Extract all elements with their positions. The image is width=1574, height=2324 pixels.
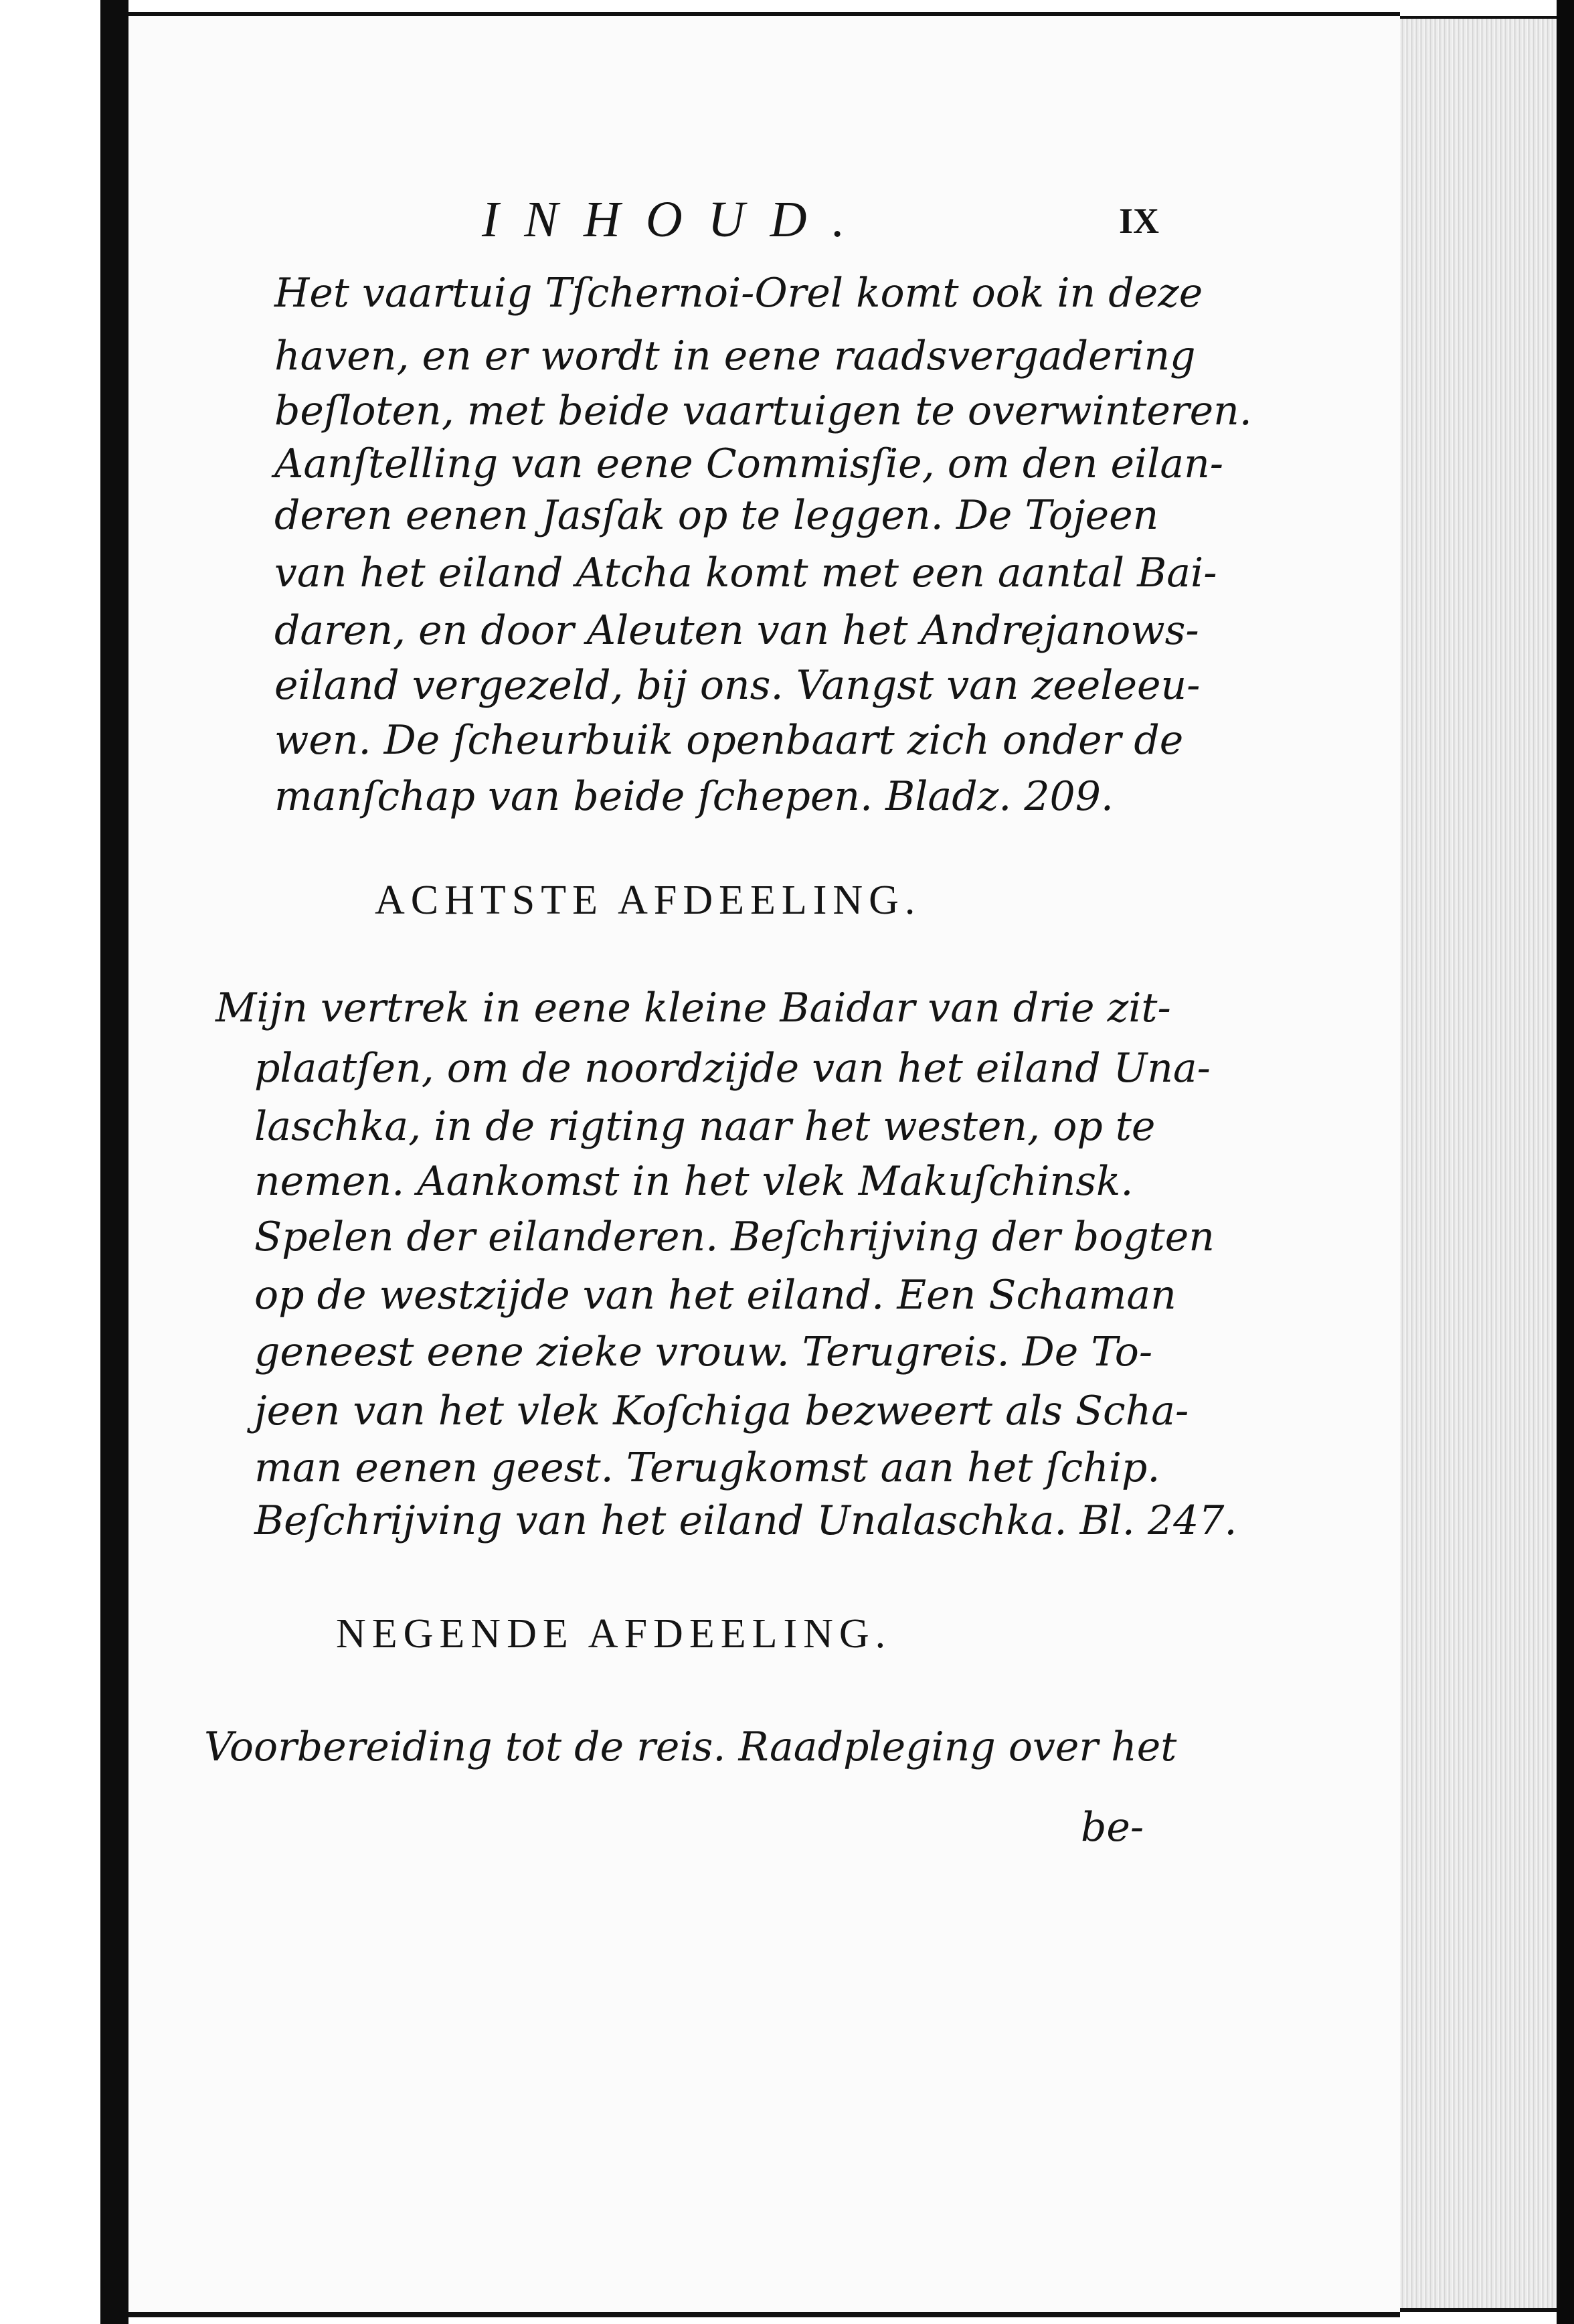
contents-line: laschka, in de rigting naar het westen, op te [254, 1103, 1156, 1150]
contents-line-page-ref: Beſchrijving van het eiland Unalaschka. Bl. 247. [254, 1497, 1237, 1544]
contents-line: jeen van het vlek Koſchiga bezweert als Scha- [254, 1388, 1189, 1434]
contents-line: wen. De ſcheurbuik openbaart zich onder de [274, 717, 1184, 764]
contents-line: haven, en er wordt in eene raadsvergadering [274, 333, 1196, 380]
page-number: IX [1119, 201, 1160, 241]
contents-line: beſloten, met beide vaartuigen te overwinteren. [274, 388, 1252, 434]
contents-line: Aanſtelling van eene Commisſie, om den eilan- [274, 440, 1224, 487]
contents-line: Voorbereiding tot de reis. Raadpleging over het [204, 1724, 1177, 1770]
contents-line: Het vaartuig Tſchernoi-Orel komt ook in deze [274, 270, 1203, 317]
contents-line-page-ref: manſchap van beide ſchepen. Bladz. 209. [274, 773, 1114, 820]
contents-line: daren, en door Aleuten van het Andrejanows- [274, 607, 1199, 654]
running-head-title: INHOUD. [482, 191, 871, 248]
section-heading: NEGENDE AFDEELING. [336, 1611, 892, 1657]
contents-line: nemen. Aankomst in het vlek Makuſchinsk. [254, 1158, 1134, 1205]
page-stack-edges [1379, 16, 1565, 2312]
book-gutter [100, 0, 128, 2324]
contents-line: man eenen geest. Terugkomst aan het ſchip. [254, 1444, 1160, 1491]
contents-line: eiland vergezeld, bij ons. Vangst van zeeleeu- [274, 662, 1201, 709]
contents-line: van het eiland Atcha komt met een aantal Bai- [274, 550, 1217, 596]
contents-line: deren eenen Jasſak op te leggen. De Tojeen [274, 492, 1159, 539]
contents-line: Mijn vertrek in eene kleine Baidar van drie zit- [215, 985, 1171, 1031]
scan-background [1557, 0, 1574, 2324]
contents-line: geneest eene zieke vrouw. Terugreis. De To- [254, 1329, 1153, 1376]
catchword: be- [1081, 1804, 1144, 1851]
section-heading: ACHTSTE AFDEELING. [375, 878, 922, 923]
contents-line: plaatſen, om de noordzijde van het eiland Una- [254, 1045, 1211, 1092]
facing-page-edge [0, 0, 104, 2324]
contents-line: op de westzijde van het eiland. Een Schaman [254, 1272, 1176, 1319]
contents-line: Spelen der eilanderen. Beſchrijving der bogten [254, 1214, 1215, 1260]
